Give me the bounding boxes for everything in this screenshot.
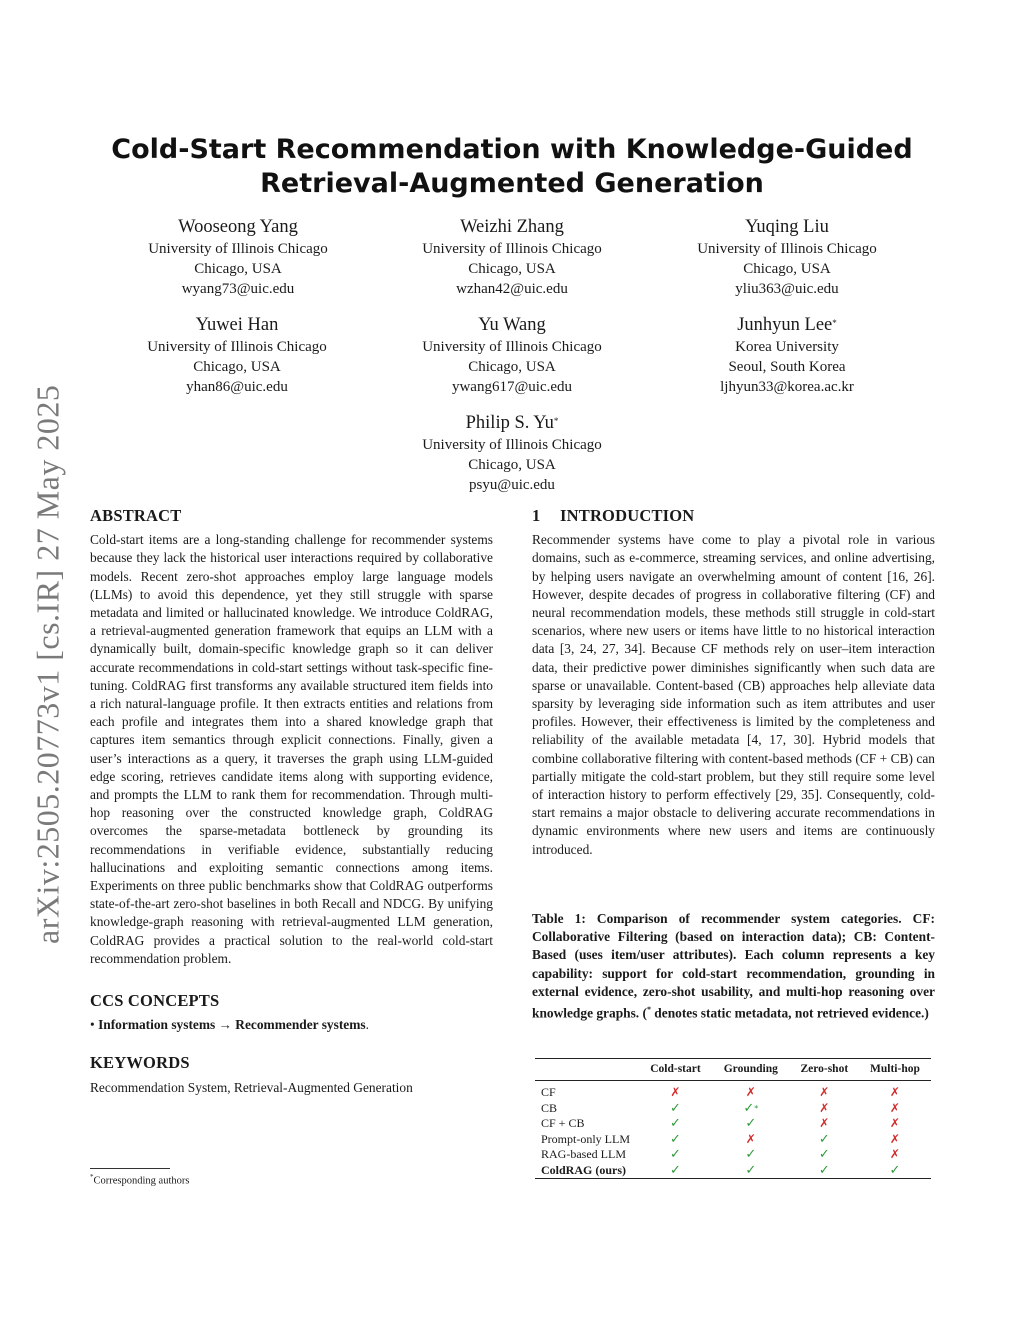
cross-icon: ✗ bbox=[745, 1131, 756, 1146]
table-row-label: CF + CB bbox=[541, 1116, 585, 1130]
footnote-rule bbox=[90, 1168, 170, 1169]
author-block bbox=[377, 215, 647, 299]
author-email: wzhan42@uic.edu bbox=[456, 281, 568, 297]
author-affiliation: University of Illinois Chicago bbox=[422, 241, 602, 257]
table-row bbox=[535, 1132, 931, 1148]
table-cell bbox=[790, 1163, 859, 1179]
check-icon: ✓ bbox=[818, 1147, 830, 1162]
section-title: INTRODUCTION bbox=[560, 506, 695, 525]
table-cell bbox=[790, 1147, 859, 1163]
author-affiliation: University of Illinois Chicago bbox=[147, 339, 327, 355]
corresponding-mark: * bbox=[832, 318, 837, 328]
author-affiliation: Korea University bbox=[735, 339, 839, 355]
check-icon: ✓ bbox=[670, 1100, 681, 1116]
author-name: Junhyun Lee* bbox=[737, 315, 837, 335]
check-icon: ✓ bbox=[745, 1116, 757, 1131]
footnote: *Corresponding authors bbox=[90, 1173, 190, 1187]
section-number: 1 bbox=[532, 506, 541, 525]
author-block bbox=[102, 313, 372, 397]
title-line-1: Cold-Start Recommendation with Knowledge-Guided bbox=[111, 134, 913, 165]
corresponding-mark: * bbox=[553, 416, 559, 426]
author-block bbox=[652, 313, 922, 397]
cross-icon: ✗ bbox=[889, 1131, 900, 1146]
table-cell bbox=[790, 1116, 859, 1132]
table-row bbox=[535, 1147, 931, 1163]
title-line-2: Retrieval-Augmented Generation bbox=[260, 168, 764, 199]
check-icon: ✓ bbox=[818, 1162, 830, 1178]
table-cell bbox=[859, 1101, 931, 1117]
table-cell bbox=[859, 1132, 931, 1148]
table-cell bbox=[639, 1116, 712, 1132]
table-row-label: RAG-based LLM bbox=[541, 1147, 626, 1161]
check-icon: ✓ bbox=[670, 1131, 681, 1147]
cross-icon: ✗ bbox=[819, 1085, 830, 1099]
table-row bbox=[535, 1101, 931, 1117]
table-row-label: Prompt-only LLM bbox=[541, 1131, 630, 1146]
table-header-row bbox=[535, 1059, 931, 1081]
author-location: Chicago, USA bbox=[194, 261, 282, 277]
author-email: ljhyun33@korea.ac.kr bbox=[720, 379, 854, 395]
author-name: Wooseong Yang bbox=[178, 217, 298, 237]
table-cell bbox=[712, 1163, 790, 1179]
author-block bbox=[103, 215, 373, 299]
paper-title bbox=[100, 133, 924, 201]
table-row bbox=[535, 1116, 931, 1132]
check-icon: ✓* bbox=[743, 1100, 759, 1116]
table-cell bbox=[639, 1132, 712, 1148]
table-column-header: Grounding bbox=[723, 1063, 778, 1075]
keywords-text: Recommendation System, Retrieval-Augmented Generation bbox=[90, 1079, 413, 1095]
table-cell bbox=[790, 1132, 859, 1148]
author-block bbox=[377, 313, 647, 397]
keywords-heading: KEYWORDS bbox=[90, 1053, 190, 1073]
author-email: wyang73@uic.edu bbox=[181, 281, 295, 297]
cross-icon: ✗ bbox=[889, 1085, 900, 1099]
table-cell bbox=[859, 1116, 931, 1132]
abstract-heading: ABSTRACT bbox=[90, 506, 182, 525]
author-location: Chicago, USA bbox=[468, 261, 556, 277]
table-cell bbox=[639, 1147, 712, 1163]
cross-icon: ✗ bbox=[819, 1100, 830, 1115]
left-column bbox=[90, 507, 493, 1097]
author-location: Chicago, USA bbox=[193, 359, 281, 375]
author-block bbox=[652, 215, 922, 299]
table-row-label: CB bbox=[541, 1100, 558, 1115]
table-column-header: Cold-start bbox=[650, 1063, 701, 1075]
table-row bbox=[535, 1081, 931, 1101]
author-email: yhan86@uic.edu bbox=[186, 379, 288, 395]
author-name: Weizhi Zhang bbox=[460, 217, 564, 237]
intro-text: Recommender systems have come to play a pivotal role in various domains, such as e-commerce, streaming services, and online advertising, by helping users navigate an overwhelming amount of content [16, 26]. However, despite decades of progress in collaborative filtering (CF) and neural recommendation models, these methods still struggle in cold-start scenarios, where new users or items have little to no historical interaction data [3, 24, 27, 34]. Because CF methods rely on user–item interaction data, their predictive power diminishes significantly when such data are sparse or unavailable. Content-based (CB) approaches help alleviate data sparsity by leveraging side information such as item attributes and user profiles. However, their effectiveness is limited by the completeness and reliability of the available metadata [4, 17, 30]. Hybrid models that combine collaborative filtering with content-based methods (CF + CB) can partially mitigate the cold-start problem, but they still require some level of interaction history to perform effectively [29, 35]. Consequently, cold-start remains a major obstacle to delivering accurate recommendations in dynamic environments where new users and items are continuously introduced. bbox=[532, 532, 935, 857]
author-name: Yuqing Liu bbox=[745, 217, 829, 237]
author-affiliation: University of Illinois Chicago bbox=[422, 339, 602, 355]
check-icon: ✓ bbox=[745, 1147, 757, 1162]
ccs-concepts: • Information systems → Recommender systems. bbox=[90, 1017, 369, 1033]
intro-heading bbox=[532, 507, 935, 525]
table-cell bbox=[712, 1132, 790, 1148]
cross-icon: ✗ bbox=[819, 1116, 830, 1130]
author-name: Philip S. Yu* bbox=[465, 413, 559, 433]
ccs-heading: CCS CONCEPTS bbox=[90, 991, 220, 1011]
table-cell bbox=[859, 1081, 931, 1101]
author-location: Chicago, USA bbox=[468, 457, 556, 473]
table-cell bbox=[712, 1081, 790, 1101]
cross-icon: ✗ bbox=[889, 1100, 900, 1115]
author-affiliation: University of Illinois Chicago bbox=[697, 241, 877, 257]
table-cell bbox=[712, 1116, 790, 1132]
author-affiliation: University of Illinois Chicago bbox=[148, 241, 328, 257]
check-icon: ✓ bbox=[889, 1162, 901, 1178]
right-column bbox=[532, 507, 935, 859]
author-block bbox=[377, 411, 647, 495]
author-email: psyu@uic.edu bbox=[469, 477, 555, 493]
table-cell bbox=[712, 1101, 790, 1117]
check-icon: ✓ bbox=[818, 1131, 830, 1147]
table-cell bbox=[859, 1147, 931, 1163]
abstract-text: Cold-start items are a long-standing challenge for recommender systems because they lack the historical user interactions required by collaborative models. Recent zero-shot approaches employ large language models (LLMs) to avoid this dependence, yet they still struggle with sparse metadata and limited or hallucinated knowledge. We introduce ColdRAG, a retrieval-augmented generation framework that equips an LLM with a dynamically built, domain-specific knowledge graph so it can deliver accurate recommendations in cold-start settings without task-specific fine-tuning. ColdRAG first transforms any available structured item fields into a rich natural-language profile. It then extracts entities and relations from each profile and integrates them into a shared knowledge graph that captures item semantics through explicit connections. Finally, given a user’s interactions as a query, it traverses the graph using LLM-guided edge scoring, retrieves candidate items along with supporting evidence, and prompts the LLM to rank them for recommendation. Through multi-hop reasoning over the constructed knowledge graph, ColdRAG overcomes the sparse-metadata bottleneck by grounding its recommendations in verifiable evidence, substantially reducing hallucinations and exploiting semantic connections among items. Experiments on three public benchmarks show that ColdRAG outperforms state-of-the-art zero-shot baselines in both Recall and NDCG. By unifying knowledge-graph reasoning with retrieval-augmented LLM generation, ColdRAG provides a practical solution to the real-world cold-start recommendation problem. bbox=[90, 532, 493, 966]
check-icon: ✓ bbox=[670, 1147, 681, 1162]
table-cell bbox=[639, 1163, 712, 1179]
table-row bbox=[535, 1163, 931, 1179]
author-email: yliu363@uic.edu bbox=[735, 281, 839, 297]
cross-icon: ✗ bbox=[670, 1085, 681, 1099]
table-cell bbox=[639, 1101, 712, 1117]
table-cell bbox=[790, 1081, 859, 1101]
table-cell bbox=[859, 1163, 931, 1179]
table-row-label: ColdRAG (ours) bbox=[541, 1162, 627, 1177]
author-location: Chicago, USA bbox=[743, 261, 831, 277]
author-affiliation: University of Illinois Chicago bbox=[422, 437, 602, 453]
check-icon: ✓ bbox=[670, 1162, 681, 1178]
table-column-header: Multi-hop bbox=[870, 1063, 920, 1075]
author-location: Chicago, USA bbox=[468, 359, 556, 375]
author-location: Seoul, South Korea bbox=[728, 359, 846, 375]
comparison-table bbox=[535, 1058, 931, 1179]
author-email: ywang617@uic.edu bbox=[451, 379, 573, 395]
cross-icon: ✗ bbox=[745, 1085, 756, 1099]
cross-icon: ✗ bbox=[889, 1116, 900, 1130]
author-name: Yu Wang bbox=[478, 315, 546, 335]
table-column-header: Zero-shot bbox=[800, 1063, 849, 1075]
table-row-label: CF bbox=[541, 1085, 556, 1099]
cross-icon: ✗ bbox=[889, 1147, 900, 1161]
static-metadata-mark: * bbox=[754, 1103, 759, 1113]
arxiv-identifier: arXiv:2505.20773v1 [cs.IR] 27 May 2025 bbox=[29, 384, 66, 944]
table-caption: Table 1: Comparison of recommender system categories. CF: Collaborative Filtering (based on interaction data); CB: Content-Based (uses item/user attributes). Each column represents a key capability: support for cold-start recommendation, grounding in external evidence, zero-shot usability, and multi-hop reasoning over knowledge graphs. (* denotes static metadata, not retrieved evidence.) bbox=[532, 911, 935, 1021]
author-name: Yuwei Han bbox=[195, 315, 279, 335]
table-cell bbox=[712, 1147, 790, 1163]
check-icon: ✓ bbox=[745, 1162, 757, 1178]
table-cell bbox=[790, 1101, 859, 1117]
table-cell bbox=[639, 1081, 712, 1101]
table-header-empty bbox=[535, 1059, 639, 1081]
check-icon: ✓ bbox=[670, 1116, 681, 1131]
